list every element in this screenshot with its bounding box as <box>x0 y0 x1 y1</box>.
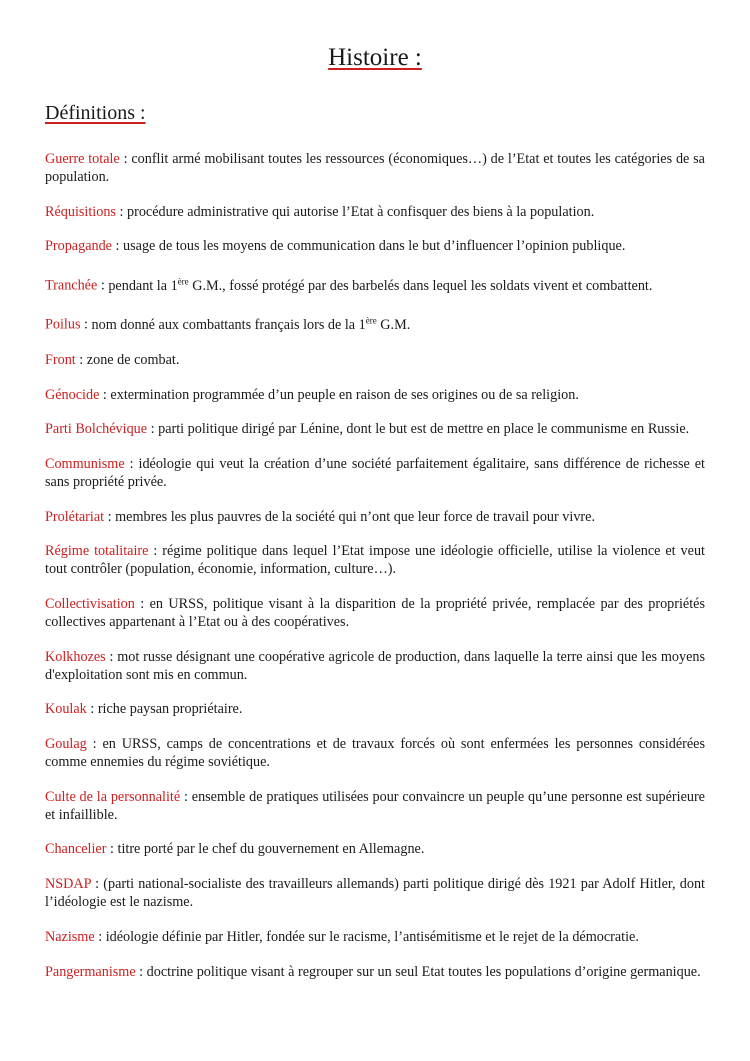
definition-separator: : <box>134 596 150 613</box>
definition-text: (parti national-socialiste des travailleurs allemands) parti politique dirigé dès 1921 par Adolf Hitler, dont l’idéologie est le nazisme. <box>45 876 705 911</box>
definition-term: Koulak <box>45 701 87 718</box>
definition-separator: : <box>115 203 127 220</box>
definition-separator: : <box>75 351 87 368</box>
definition-text: riche paysan propriétaire. <box>97 701 243 718</box>
definition-term: Propagande <box>45 238 112 255</box>
definition-text: en URSS, camps de concentrations et de travaux forcés où sont enfermées les personnes considérées comme ennemies du régime soviétique. <box>45 736 706 771</box>
section-heading: Définitions : <box>45 102 146 124</box>
definition-text: usage de tous les moyens de communication dans le but d’influencer l’opinion publique. <box>123 238 626 255</box>
definition-term: Pangermanisme <box>45 963 136 980</box>
definition-term: Tranchée <box>45 277 98 294</box>
definition-item <box>45 963 705 981</box>
definition-text: en URSS, politique visant à la disparition de la propriété privée, remplacée par des propriétés collectives appartenant à l’Etat ou à des coopératives. <box>45 596 705 631</box>
page-title: Histoire : <box>328 44 422 71</box>
definition-item <box>45 237 705 255</box>
definition-term: Collectivisation <box>45 596 135 613</box>
definition-separator: : <box>97 277 109 294</box>
definition-text: ensemble de pratiques utilisées pour convaincre un peuple qu’une personne est supérieure et infaillible. <box>45 788 705 823</box>
definition-item <box>45 648 705 684</box>
definition-separator: : <box>86 701 98 718</box>
definition-term: NSDAP <box>45 876 91 893</box>
definition-item <box>45 735 705 771</box>
definition-separator: : <box>106 841 118 858</box>
definition-item <box>45 351 705 369</box>
definition-term: Front <box>45 351 76 368</box>
definition-text: extermination programmée d’un peuple en raison de ses origines ou de sa religion. <box>110 386 579 403</box>
definition-item <box>45 788 705 824</box>
definition-term: Nazisme <box>45 928 95 945</box>
definition-item <box>45 386 705 404</box>
definition-separator: : <box>111 238 124 255</box>
definition-item <box>45 840 705 858</box>
definition-separator: : <box>105 648 118 665</box>
definition-item <box>45 272 705 295</box>
definition-text: idéologie définie par Hitler, fondée sur le racisme, l’antisémitisme et le rejet de la démocratie. <box>105 928 639 945</box>
definition-item <box>45 595 705 631</box>
definition-item <box>45 928 705 946</box>
definition-separator: : <box>148 543 163 560</box>
definition-term: Kolkhozes <box>45 648 106 665</box>
definition-text: titre porté par le chef du gouvernement en Allemagne. <box>117 841 425 858</box>
definition-term: Prolétariat <box>45 508 105 525</box>
definition-term: Poilus <box>45 317 81 334</box>
definition-item <box>45 420 705 438</box>
definition-item <box>45 875 705 911</box>
definition-separator: : <box>99 386 111 403</box>
definition-text: procédure administrative qui autorise l’Etat à confisquer des biens à la population. <box>127 203 595 220</box>
definition-separator: : <box>147 421 159 438</box>
definition-text: idéologie qui veut la création d’une société parfaitement égalitaire, sans différence de richesse et sans propriété privée. <box>45 455 705 490</box>
definition-separator: : <box>180 788 192 805</box>
definition-separator: : <box>119 151 132 167</box>
definition-separator: : <box>135 963 147 980</box>
definition-term: Réquisitions <box>45 203 116 220</box>
definitions-list <box>45 150 705 997</box>
definition-term: Communisme <box>45 455 125 472</box>
definition-term: Culte de la personnalité <box>45 788 181 805</box>
definition-item <box>45 150 705 186</box>
definition-text: pendant la 1ère G.M., fossé protégé par des barbelés dans lequel les soldats vivent et combattent. <box>108 276 653 294</box>
definition-item <box>45 700 705 718</box>
definition-item <box>45 311 705 334</box>
definition-text: zone de combat. <box>86 351 180 368</box>
definition-term: Parti Bolchévique <box>45 421 148 438</box>
definition-separator: : <box>86 736 103 753</box>
definition-term: Goulag <box>45 736 87 753</box>
definition-text: nom donné aux combattants français lors de la 1ère G.M. <box>91 315 411 334</box>
definition-text: doctrine politique visant à regrouper sur un seul Etat toutes les populations d’origine germanique. <box>146 963 701 980</box>
definition-separator: : <box>91 876 104 893</box>
definition-term: Régime totalitaire <box>45 543 149 560</box>
definition-term: Génocide <box>45 386 100 403</box>
definition-term: Guerre totale <box>45 151 120 167</box>
definition-term: Chancelier <box>45 841 107 858</box>
definition-item <box>45 203 705 221</box>
definition-text: mot russe désignant une coopérative agricole de production, dans laquelle la terre ainsi que les moyens d'exploitation sont mis en commun. <box>45 648 705 683</box>
definition-text: conflit armé mobilisant toutes les ressources (économiques…) de l’Etat et toutes les catégories de sa population. <box>45 151 705 185</box>
definition-item <box>45 542 705 578</box>
definition-item <box>45 508 705 526</box>
definition-separator: : <box>94 928 106 945</box>
definition-text: parti politique dirigé par Lénine, dont le but est de mettre en place le communisme en Russie. <box>158 421 690 438</box>
definition-separator: : <box>80 317 92 334</box>
definition-separator: : <box>124 455 139 472</box>
definition-text: régime politique dans lequel l’Etat impose une idéologie officielle, utilise la violence et veut tout contrôler (population, économie, information, culture…). <box>45 543 705 578</box>
definition-text: membres les plus pauvres de la société qui n’ont que leur force de travail pour vivre. <box>115 508 595 525</box>
definition-separator: : <box>104 508 116 525</box>
definition-item <box>45 455 705 491</box>
